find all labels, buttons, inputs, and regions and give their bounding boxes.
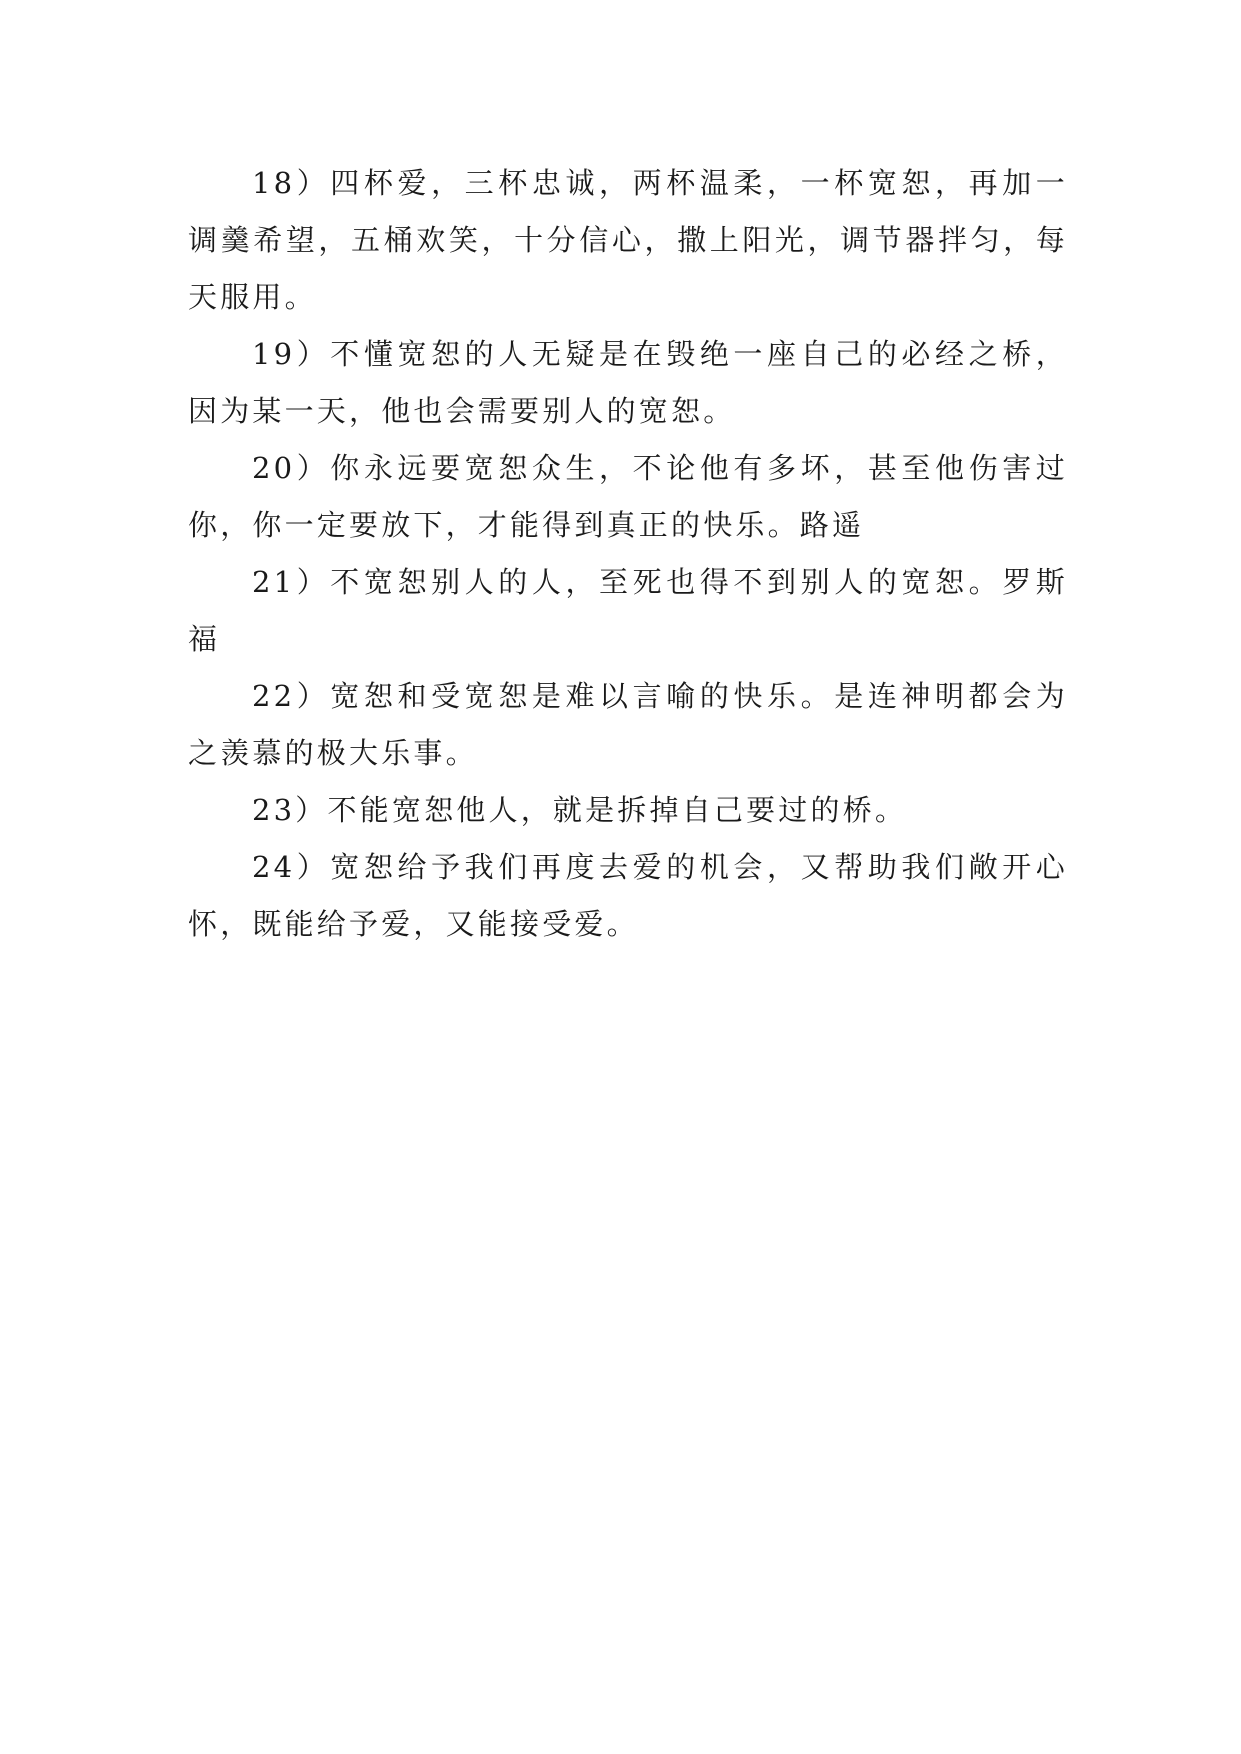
paragraph-20: 20）你永远要宽恕众生，不论他有多坏，甚至他伤害过你，你一定要放下，才能得到真正的快乐。路遥 xyxy=(188,451,1068,542)
document-body xyxy=(188,155,1068,953)
paragraph-23: 23）不能宽恕他人，就是拆掉自己要过的桥。 xyxy=(252,793,908,827)
paragraph-22: 22）宽恕和受宽恕是难以言喻的快乐。是连神明都会为之羡慕的极大乐事。 xyxy=(188,679,1068,770)
paragraph-21: 21）不宽恕别人的人，至死也得不到别人的宽恕。罗斯福 xyxy=(188,565,1068,656)
paragraph-19: 19）不懂宽恕的人无疑是在毁绝一座自己的必经之桥，因为某一天，他也会需要别人的宽恕。 xyxy=(188,337,1068,428)
paragraph-18: 18）四杯爱，三杯忠诚，两杯温柔，一杯宽恕，再加一调羹希望，五桶欢笑，十分信心，撒上阳光，调节器拌匀，每天服用。 xyxy=(188,166,1068,314)
paragraph-24: 24）宽恕给予我们再度去爱的机会，又帮助我们敞开心怀，既能给予爱，又能接受爱。 xyxy=(188,850,1068,941)
